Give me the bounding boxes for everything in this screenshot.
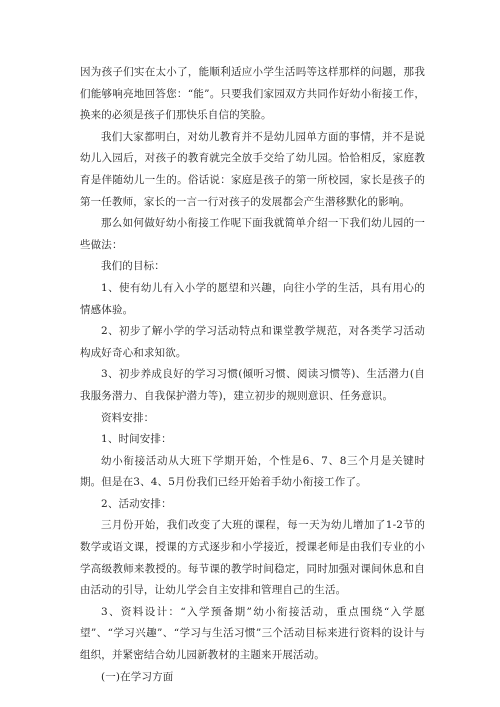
- content-design-text: 3、资料设计：“入学预备期”幼小衔接活动，重点围绕“入学愿望”、“学习兴趣”、“学习与生活习惯”三个活动目标来进行资料的设计与组织，并紧密结合幼儿园新教材的主题来开展活动。: [80, 605, 425, 662]
- arrangement-heading: 资料安排：: [101, 411, 155, 424]
- goal-item-3: 3、初步养成良好的学习习惯(倾听习惯、阅读习惯等)、生活潜力(自我服务潜力、自我保护潜力等)，建立初步的规则意识、任务意识。: [80, 368, 425, 402]
- activity-arrangement-heading: 2、活动安排：: [101, 497, 172, 510]
- goals-heading: 我们的目标：: [101, 260, 165, 273]
- paragraph-3: 那么如何做好幼小衔接工作呢下面我就简单介绍一下我们幼儿园的一些做法：: [80, 217, 425, 251]
- document-body: [80, 62, 425, 688]
- goal-item-2: 2、初步了解小学的学习活动特点和课堂教学规范，对各类学习活动构成好奇心和求知欲。: [80, 325, 425, 359]
- time-arrangement-text: 幼小衔接活动从大班下学期开始，个性是6、7、8三个月是关键时期。但是在3、4、5月份我们已经开始着手幼小衔接工作了。: [80, 454, 425, 489]
- paragraph-2: 我们大家都明白，对幼儿教育并不是幼儿园单方面的事情，并不是说幼儿入园后，对孩子的教育就完全放手交给了幼儿园。恰恰相反，家庭教育是伴随幼儿一生的。俗话说：家庭是孩子的第一所校园，家长是孩子的第一任教师，家长的一言一行对孩子的发展都会产生潜移默化的影响。: [80, 130, 425, 208]
- goal-item-1: 1、使有幼儿有入小学的愿望和兴趣，向往小学的生活，具有用心的情感体验。: [80, 281, 425, 316]
- time-arrangement-heading: 1、时间安排：: [101, 433, 172, 446]
- paragraph-1: 因为孩子们实在太小了，能顺利适应小学生活吗等这样那样的问题，那我们能够响亮地回答您：“能”。只要我们家园双方共同作好幼小衔接工作，换来的必须是孩子们那快乐自信的笑脸。: [80, 66, 425, 122]
- study-section-heading: (一)在学习方面: [101, 670, 174, 683]
- activity-arrangement-text: 三月份开始，我们改变了大班的课程，每一天为幼儿增加了1-2节的数学或语文课，授课的方式逐步和小学接近，授课老师是由我们专业的小学高级教师来教授的。每节课的教学时间稳定，同时加强对课间休息和自由活动的引导，让幼儿学会自主安排和管理自己的生活。: [80, 519, 425, 597]
